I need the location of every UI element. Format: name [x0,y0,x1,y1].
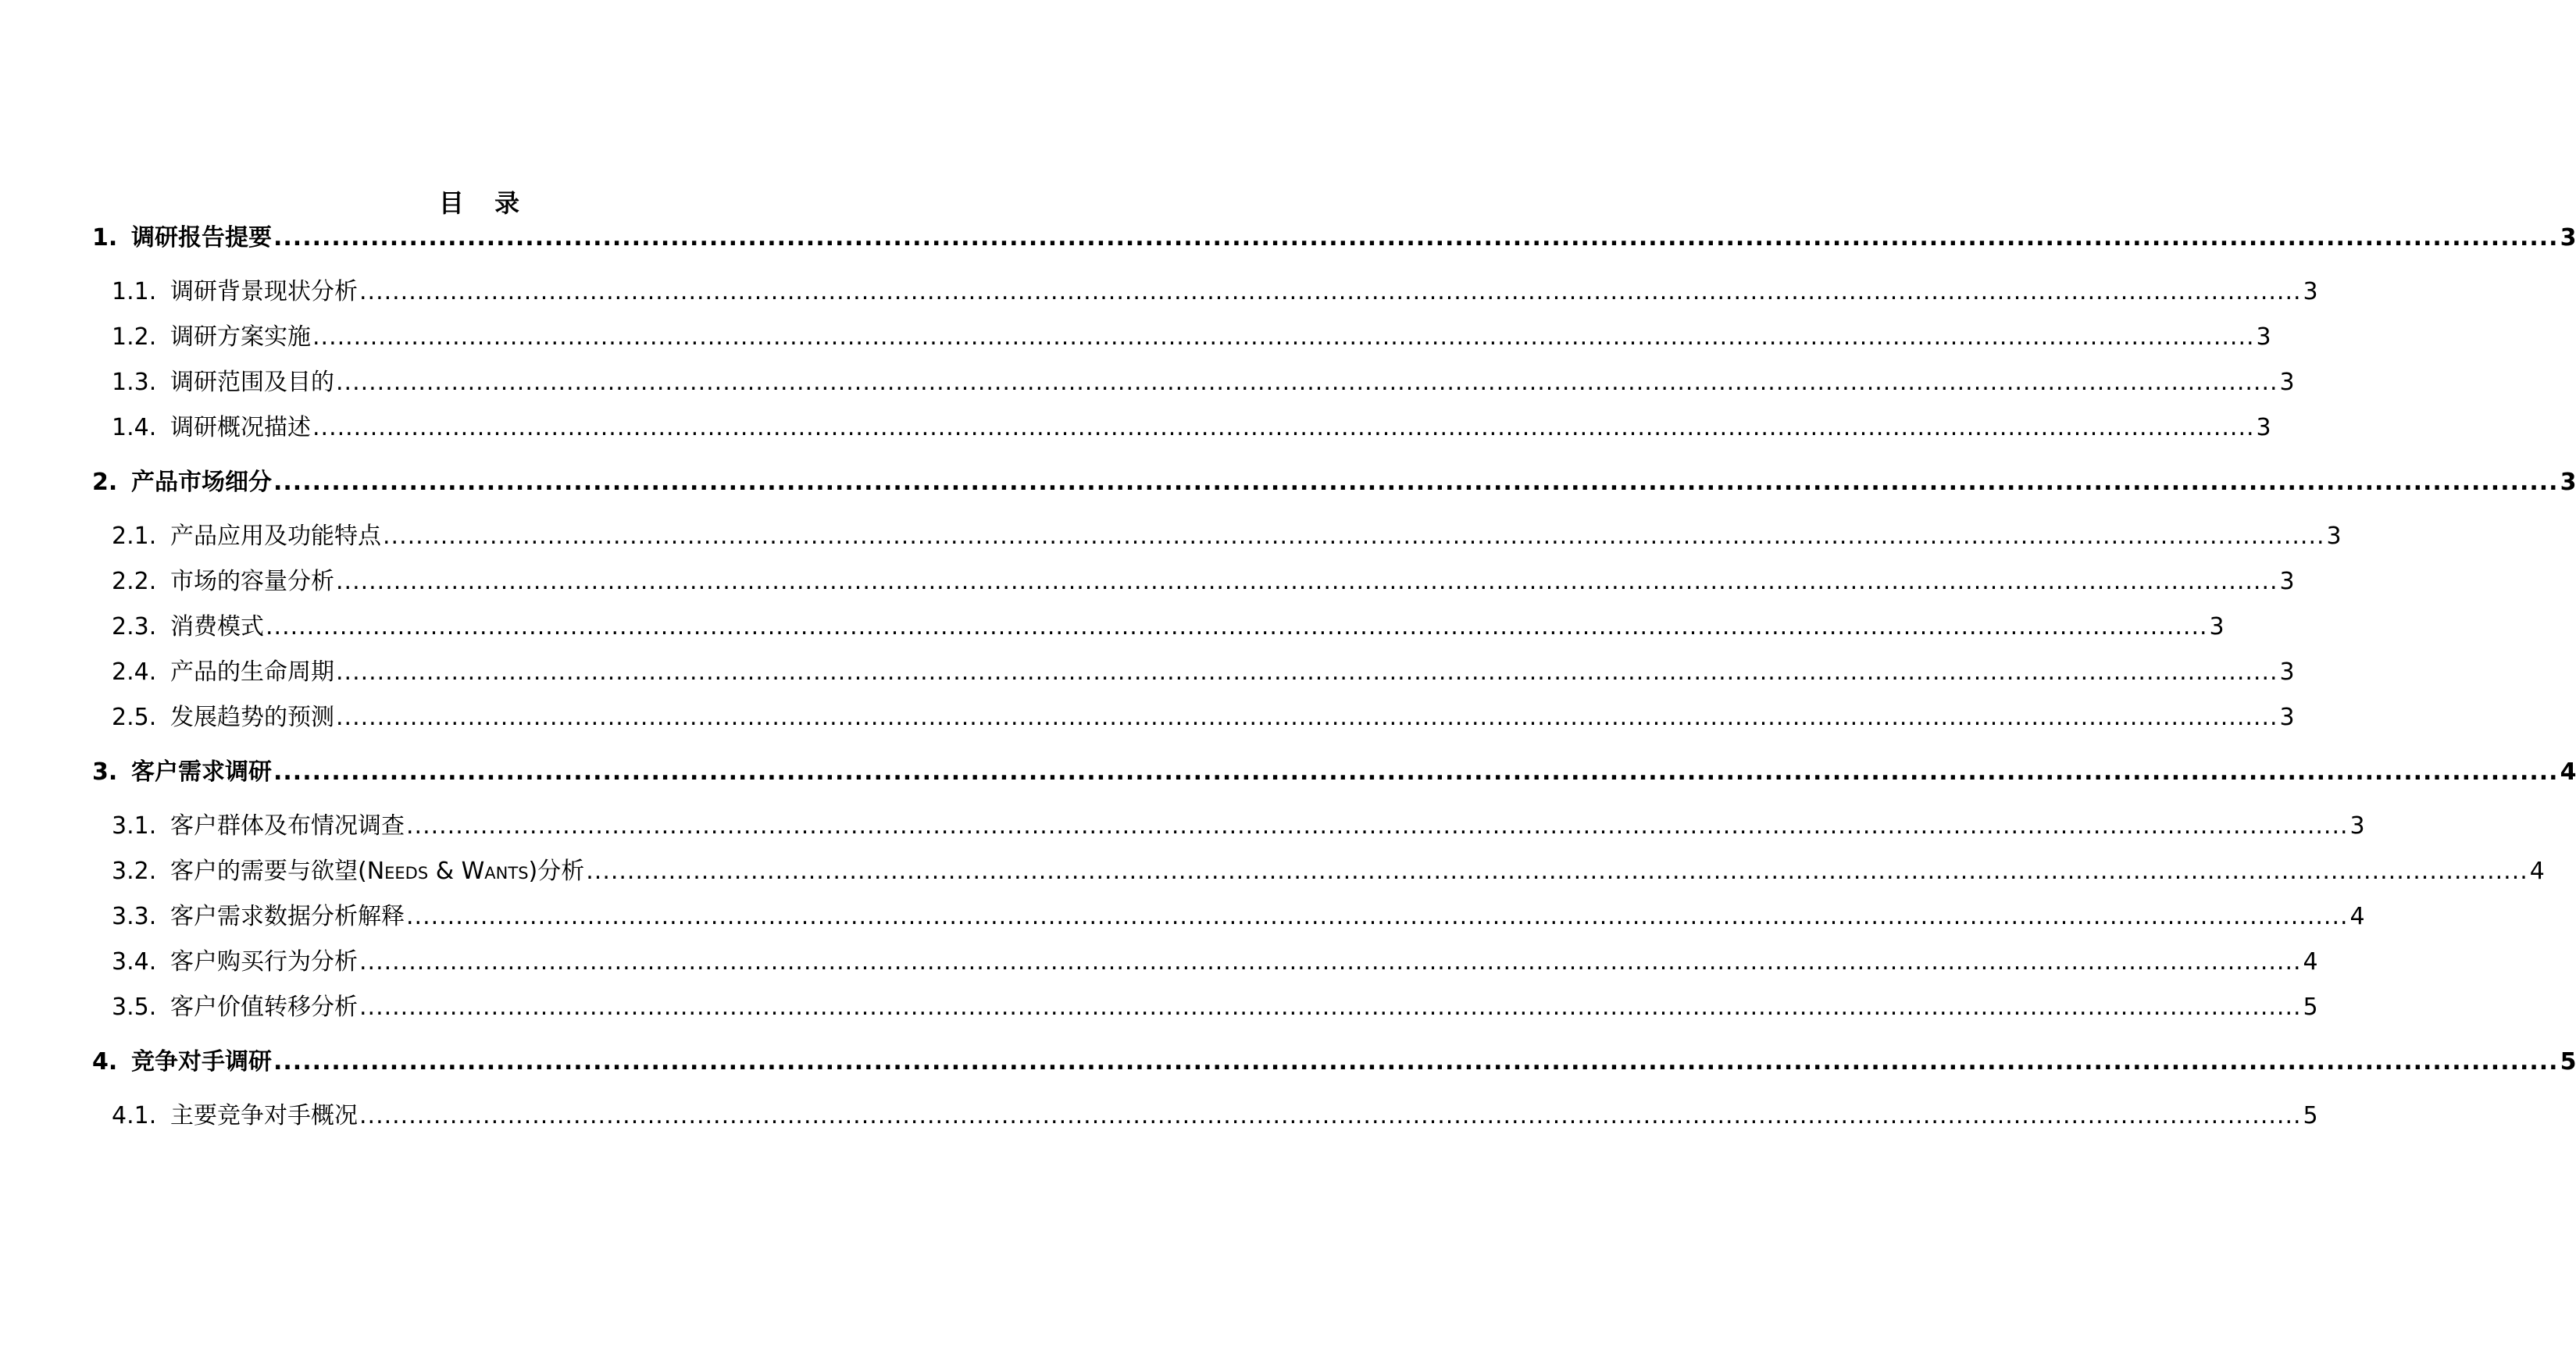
toc-entry-title: 调研方案实施 [170,323,311,351]
toc-entry-page-number: 3 [2279,369,2295,396]
toc-section-entry[interactable] [112,366,2295,400]
toc-entry-title: 市场的容量分析 [170,568,334,595]
toc-entry-page-number: 3 [2209,613,2225,640]
toc-section-entry[interactable] [112,900,2365,934]
toc-entry-page-number: 5 [2560,1048,2576,1076]
toc-section-entry[interactable] [112,809,2365,844]
toc-entry-title: 客户价值转移分析 [170,994,358,1021]
toc-section-entry[interactable] [112,320,2271,355]
toc-section-entry[interactable] [112,565,2295,599]
toc-entry-page-number: 3 [2279,568,2295,595]
toc-entry-number: 3.3. [112,903,157,930]
toc-entry-page-number: 3 [2303,278,2318,305]
toc-entry-page-number: 4 [2560,758,2576,786]
toc-entry-page-number: 3 [2560,469,2576,496]
toc-section-entry[interactable] [112,519,2342,554]
toc-dot-leader: ............................................................................................................................................................................................................................................ [266,613,2208,640]
toc-dot-leader: ............................................................................................................................................................................................................................................ [359,278,2302,305]
toc-entry-page-number: 5 [2303,1102,2318,1129]
toc-entry-number: 1. [92,224,118,252]
toc-entry-number: 3. [92,758,118,786]
toc-chapter-entry[interactable] [92,1045,2576,1079]
toc-section-entry[interactable] [112,275,2318,309]
toc-dot-leader: ............................................................................................................................................................................................................................................ [586,858,2528,885]
toc-entry-number: 2.3. [112,613,157,640]
toc-dot-leader: ............................................................................................................................................................................................................................................ [359,994,2302,1021]
toc-entry-page-number: 3 [2279,704,2295,731]
toc-dot-leader: ............................................................................................................................................................................................................................................ [336,704,2278,731]
toc-entry-title: 竞争对手调研 [131,1048,272,1076]
toc-section-entry[interactable] [112,610,2225,644]
toc-entry-title: 客户需求数据分析解释 [170,903,405,930]
toc-dot-leader: ............................................................................................................................................................................................................................................ [273,224,2559,252]
toc-section-entry[interactable] [112,655,2295,690]
toc-entry-page-number: 3 [2279,658,2295,686]
toc-entry-number: 4.1. [112,1102,157,1129]
toc-entry-number: 2. [92,469,118,496]
toc-entry-number: 2.2. [112,568,157,595]
toc-entry-title: 调研背景现状分析 [170,278,358,305]
toc-dot-leader: ............................................................................................................................................................................................................................................ [312,414,2255,441]
toc-dot-leader: ............................................................................................................................................................................................................................................ [336,369,2278,396]
toc-entry-number: 1.1. [112,278,157,305]
toc-entry-page-number: 3 [2256,323,2271,351]
toc-entry-page-number: 3 [2560,224,2576,252]
toc-entry-page-number: 4 [2529,858,2545,885]
toc-dot-leader: ............................................................................................................................................................................................................................................ [359,1102,2302,1129]
toc-entry-page-number: 5 [2303,994,2318,1021]
toc-entry-number: 3.5. [112,994,157,1021]
toc-section-entry[interactable] [112,411,2271,445]
toc-chapter-entry[interactable] [92,221,2576,255]
toc-chapter-entry[interactable] [92,466,2576,500]
toc-entry-number: 2.1. [112,523,157,550]
toc-dot-leader: ............................................................................................................................................................................................................................................ [273,469,2559,496]
toc-entry-title: 调研报告提要 [131,224,272,252]
toc-entry-page-number: 4 [2349,903,2365,930]
toc-entry-title: 客户需求调研 [131,758,272,786]
toc-entry-title: 调研范围及目的 [170,369,334,396]
toc-dot-leader: ............................................................................................................................................................................................................................................ [406,812,2349,840]
toc-entry-number: 3.4. [112,948,157,976]
toc-section-entry[interactable] [112,1099,2318,1133]
toc-entry-page-number: 3 [2326,523,2342,550]
toc-entry-number: 1.3. [112,369,157,396]
toc-entry-number: 1.4. [112,414,157,441]
toc-title: 目 录 [438,188,531,218]
toc-entry-title: 调研概况描述 [170,414,311,441]
toc-entry-title: 主要竞争对手概况 [170,1102,358,1129]
toc-entry-title: 产品应用及功能特点 [170,523,381,550]
toc-entry-number: 4. [92,1048,118,1076]
toc-entry-page-number: 3 [2256,414,2271,441]
toc-dot-leader: ............................................................................................................................................................................................................................................ [273,1048,2559,1076]
toc-entry-number: 2.4. [112,658,157,686]
toc-dot-leader: ............................................................................................................................................................................................................................................ [312,323,2255,351]
toc-entry-title: 客户购买行为分析 [170,948,358,976]
toc-dot-leader: ............................................................................................................................................................................................................................................ [359,948,2302,976]
toc-section-entry[interactable] [112,854,2545,889]
toc-entry-page-number: 4 [2303,948,2318,976]
toc-dot-leader: ............................................................................................................................................................................................................................................ [273,758,2559,786]
toc-entry-number: 2.5. [112,704,157,731]
toc-entry-number: 3.2. [112,858,157,885]
toc-dot-leader: ............................................................................................................................................................................................................................................ [336,568,2278,595]
toc-section-entry[interactable] [112,990,2318,1025]
toc-dot-leader: ............................................................................................................................................................................................................................................ [406,903,2349,930]
toc-entry-title: 客户的需要与欲望(Needs & Wants)分析 [170,858,585,885]
toc-entry-title: 客户群体及布情况调查 [170,812,405,840]
toc-section-entry[interactable] [112,701,2295,735]
toc-dot-leader: ............................................................................................................................................................................................................................................ [383,523,2325,550]
toc-entry-page-number: 3 [2349,812,2365,840]
toc-entry-title: 产品市场细分 [131,469,272,496]
toc-entry-title: 产品的生命周期 [170,658,334,686]
toc-entry-number: 3.1. [112,812,157,840]
toc-section-entry[interactable] [112,945,2318,979]
toc-chapter-entry[interactable] [92,755,2576,790]
toc-entry-title: 消费模式 [170,613,264,640]
toc-entry-title: 发展趋势的预测 [170,704,334,731]
toc-entry-number: 1.2. [112,323,157,351]
toc-dot-leader: ............................................................................................................................................................................................................................................ [336,658,2278,686]
